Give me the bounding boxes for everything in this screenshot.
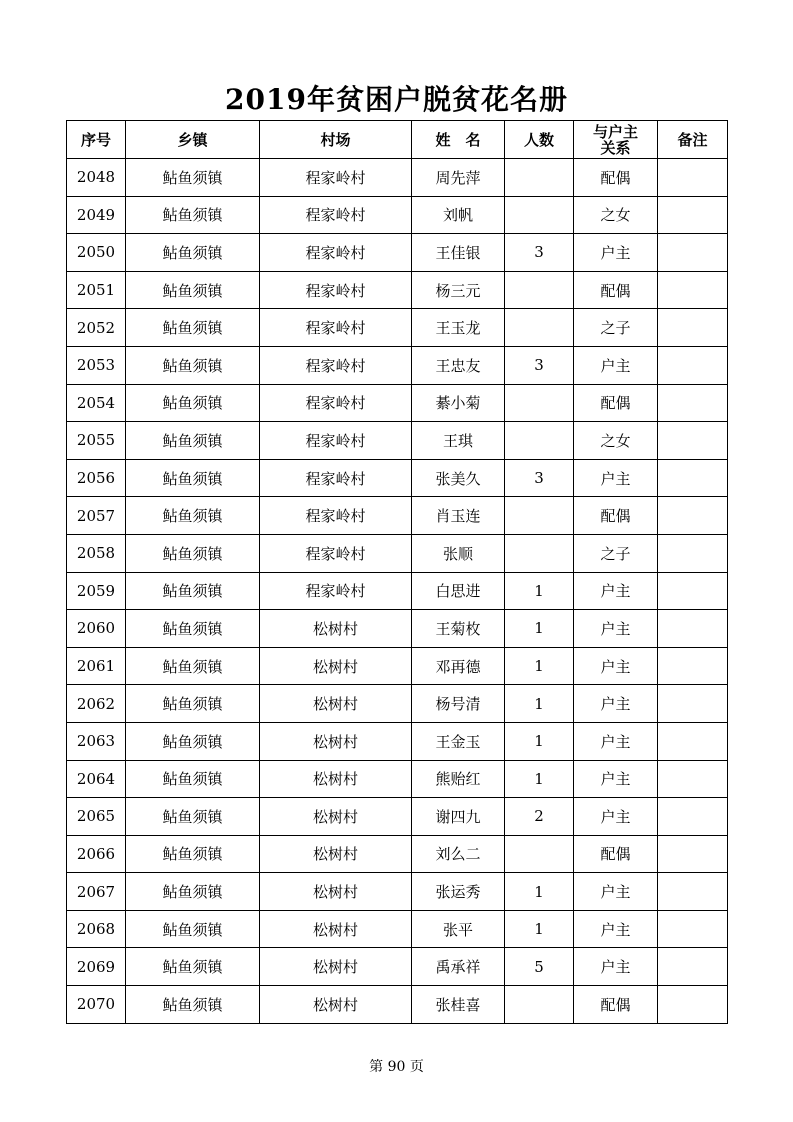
table-row	[67, 948, 728, 986]
cell-seq: 2065	[67, 798, 126, 836]
cell-remarks	[658, 647, 728, 685]
cell-township: 鲇鱼须镇	[126, 722, 260, 760]
header-name: 姓 名	[412, 121, 505, 159]
cell-seq: 2069	[67, 948, 126, 986]
cell-count: 5	[505, 948, 574, 986]
roster-body	[67, 159, 728, 1024]
table-row	[67, 497, 728, 535]
cell-village: 松树村	[260, 948, 412, 986]
table-row	[67, 685, 728, 723]
table-row	[67, 159, 728, 197]
table-row	[67, 309, 728, 347]
cell-township: 鲇鱼须镇	[126, 910, 260, 948]
cell-remarks	[658, 346, 728, 384]
cell-village: 松树村	[260, 798, 412, 836]
cell-village: 程家岭村	[260, 196, 412, 234]
cell-relation: 配偶	[574, 271, 658, 309]
cell-remarks	[658, 422, 728, 460]
cell-count	[505, 159, 574, 197]
cell-village: 程家岭村	[260, 234, 412, 272]
cell-township: 鲇鱼须镇	[126, 610, 260, 648]
table-row	[67, 610, 728, 648]
cell-township: 鲇鱼须镇	[126, 422, 260, 460]
cell-relation: 户主	[574, 610, 658, 648]
cell-township: 鲇鱼须镇	[126, 873, 260, 911]
table-row	[67, 196, 728, 234]
cell-name: 王玉龙	[412, 309, 505, 347]
cell-remarks	[658, 309, 728, 347]
cell-relation: 配偶	[574, 835, 658, 873]
cell-township: 鲇鱼须镇	[126, 271, 260, 309]
cell-relation: 户主	[574, 685, 658, 723]
header-village: 村场	[260, 121, 412, 159]
cell-name: 杨三元	[412, 271, 505, 309]
cell-village: 松树村	[260, 835, 412, 873]
cell-seq: 2051	[67, 271, 126, 309]
cell-count: 1	[505, 873, 574, 911]
cell-relation: 配偶	[574, 159, 658, 197]
cell-relation: 户主	[574, 798, 658, 836]
cell-count: 3	[505, 346, 574, 384]
cell-seq: 2068	[67, 910, 126, 948]
cell-count: 1	[505, 910, 574, 948]
cell-remarks	[658, 610, 728, 648]
table-row	[67, 534, 728, 572]
cell-village: 程家岭村	[260, 572, 412, 610]
cell-relation: 户主	[574, 722, 658, 760]
cell-name: 王金玉	[412, 722, 505, 760]
cell-remarks	[658, 234, 728, 272]
cell-village: 程家岭村	[260, 497, 412, 535]
cell-remarks	[658, 722, 728, 760]
table-row	[67, 459, 728, 497]
table-row	[67, 271, 728, 309]
cell-name: 綦小菊	[412, 384, 505, 422]
cell-township: 鲇鱼须镇	[126, 760, 260, 798]
cell-seq: 2058	[67, 534, 126, 572]
roster-table	[66, 120, 728, 1024]
cell-remarks	[658, 760, 728, 798]
cell-village: 松树村	[260, 760, 412, 798]
table-row	[67, 722, 728, 760]
cell-remarks	[658, 384, 728, 422]
cell-seq: 2050	[67, 234, 126, 272]
cell-count: 1	[505, 647, 574, 685]
cell-seq: 2059	[67, 572, 126, 610]
cell-relation: 户主	[574, 873, 658, 911]
cell-name: 禹承祥	[412, 948, 505, 986]
table-row	[67, 835, 728, 873]
cell-township: 鲇鱼须镇	[126, 948, 260, 986]
cell-remarks	[658, 685, 728, 723]
cell-count	[505, 196, 574, 234]
cell-remarks	[658, 835, 728, 873]
cell-seq: 2062	[67, 685, 126, 723]
cell-remarks	[658, 572, 728, 610]
cell-name: 张美久	[412, 459, 505, 497]
cell-name: 张运秀	[412, 873, 505, 911]
cell-name: 张桂喜	[412, 986, 505, 1024]
cell-name: 谢四九	[412, 798, 505, 836]
cell-relation: 之子	[574, 534, 658, 572]
cell-count: 1	[505, 722, 574, 760]
cell-remarks	[658, 159, 728, 197]
cell-village: 程家岭村	[260, 271, 412, 309]
table-row	[67, 422, 728, 460]
cell-name: 张顺	[412, 534, 505, 572]
cell-village: 松树村	[260, 647, 412, 685]
page-title: 2019年贫困户脱贫花名册	[225, 83, 568, 116]
cell-seq: 2048	[67, 159, 126, 197]
cell-count: 1	[505, 685, 574, 723]
header-count: 人数	[505, 121, 574, 159]
cell-seq: 2055	[67, 422, 126, 460]
cell-relation: 配偶	[574, 497, 658, 535]
cell-seq: 2070	[67, 986, 126, 1024]
cell-name: 刘帆	[412, 196, 505, 234]
cell-name: 王琪	[412, 422, 505, 460]
header-seq: 序号	[67, 121, 126, 159]
cell-village: 程家岭村	[260, 309, 412, 347]
cell-township: 鲇鱼须镇	[126, 384, 260, 422]
cell-name: 杨号清	[412, 685, 505, 723]
cell-relation: 户主	[574, 948, 658, 986]
table-row	[67, 384, 728, 422]
cell-relation: 之女	[574, 422, 658, 460]
cell-relation: 之女	[574, 196, 658, 234]
cell-remarks	[658, 271, 728, 309]
cell-relation: 户主	[574, 572, 658, 610]
cell-name: 周先萍	[412, 159, 505, 197]
cell-seq: 2063	[67, 722, 126, 760]
cell-remarks	[658, 986, 728, 1024]
cell-count	[505, 384, 574, 422]
cell-name: 白思进	[412, 572, 505, 610]
cell-village: 松树村	[260, 986, 412, 1024]
cell-village: 程家岭村	[260, 459, 412, 497]
cell-township: 鲇鱼须镇	[126, 572, 260, 610]
cell-township: 鲇鱼须镇	[126, 835, 260, 873]
cell-count: 1	[505, 760, 574, 798]
cell-relation: 户主	[574, 346, 658, 384]
cell-relation: 户主	[574, 234, 658, 272]
cell-count: 2	[505, 798, 574, 836]
cell-seq: 2066	[67, 835, 126, 873]
cell-remarks	[658, 459, 728, 497]
cell-name: 刘么二	[412, 835, 505, 873]
cell-count	[505, 835, 574, 873]
cell-remarks	[658, 196, 728, 234]
cell-name: 王佳银	[412, 234, 505, 272]
cell-count	[505, 422, 574, 460]
cell-township: 鲇鱼须镇	[126, 798, 260, 836]
table-row	[67, 798, 728, 836]
header-relation	[574, 121, 658, 159]
cell-remarks	[658, 873, 728, 911]
cell-remarks	[658, 798, 728, 836]
cell-count	[505, 534, 574, 572]
cell-count: 3	[505, 234, 574, 272]
cell-relation: 户主	[574, 760, 658, 798]
cell-village: 松树村	[260, 722, 412, 760]
header-relation-line2: 关系	[600, 138, 631, 157]
table-row	[67, 346, 728, 384]
cell-relation: 户主	[574, 910, 658, 948]
cell-village: 松树村	[260, 873, 412, 911]
cell-seq: 2057	[67, 497, 126, 535]
cell-seq: 2053	[67, 346, 126, 384]
cell-relation: 配偶	[574, 384, 658, 422]
cell-relation: 之子	[574, 309, 658, 347]
cell-seq: 2052	[67, 309, 126, 347]
cell-township: 鲇鱼须镇	[126, 159, 260, 197]
cell-township: 鲇鱼须镇	[126, 685, 260, 723]
cell-village: 松树村	[260, 610, 412, 648]
cell-village: 松树村	[260, 685, 412, 723]
cell-seq: 2054	[67, 384, 126, 422]
cell-village: 程家岭村	[260, 422, 412, 460]
cell-count	[505, 271, 574, 309]
table-row	[67, 986, 728, 1024]
cell-village: 程家岭村	[260, 384, 412, 422]
cell-name: 王菊枚	[412, 610, 505, 648]
cell-name: 张平	[412, 910, 505, 948]
cell-seq: 2061	[67, 647, 126, 685]
cell-township: 鲇鱼须镇	[126, 986, 260, 1024]
table-row	[67, 234, 728, 272]
header-remarks: 备注	[658, 121, 728, 159]
cell-seq: 2064	[67, 760, 126, 798]
cell-township: 鲇鱼须镇	[126, 196, 260, 234]
header-township: 乡镇	[126, 121, 260, 159]
table-row	[67, 873, 728, 911]
cell-remarks	[658, 534, 728, 572]
cell-relation: 户主	[574, 647, 658, 685]
cell-count: 3	[505, 459, 574, 497]
cell-count	[505, 986, 574, 1024]
cell-township: 鲇鱼须镇	[126, 309, 260, 347]
cell-count	[505, 497, 574, 535]
cell-township: 鲇鱼须镇	[126, 234, 260, 272]
table-row	[67, 572, 728, 610]
cell-seq: 2067	[67, 873, 126, 911]
cell-remarks	[658, 497, 728, 535]
cell-remarks	[658, 948, 728, 986]
cell-name: 王忠友	[412, 346, 505, 384]
cell-village: 程家岭村	[260, 346, 412, 384]
page-number: 第 90 页	[369, 1059, 424, 1075]
cell-seq: 2056	[67, 459, 126, 497]
table-row	[67, 647, 728, 685]
cell-township: 鲇鱼须镇	[126, 346, 260, 384]
cell-name: 肖玉连	[412, 497, 505, 535]
cell-relation: 户主	[574, 459, 658, 497]
cell-village: 程家岭村	[260, 534, 412, 572]
cell-count: 1	[505, 610, 574, 648]
cell-name: 邓再德	[412, 647, 505, 685]
cell-seq: 2060	[67, 610, 126, 648]
cell-village: 程家岭村	[260, 159, 412, 197]
cell-township: 鲇鱼须镇	[126, 497, 260, 535]
table-row	[67, 910, 728, 948]
cell-township: 鲇鱼须镇	[126, 647, 260, 685]
cell-remarks	[658, 910, 728, 948]
cell-count	[505, 309, 574, 347]
cell-name: 熊贻红	[412, 760, 505, 798]
cell-relation: 配偶	[574, 986, 658, 1024]
cell-seq: 2049	[67, 196, 126, 234]
cell-count: 1	[505, 572, 574, 610]
table-row	[67, 760, 728, 798]
cell-village: 松树村	[260, 910, 412, 948]
header-row	[67, 121, 728, 159]
cell-township: 鲇鱼须镇	[126, 534, 260, 572]
header-relation-line1: 与户主	[592, 122, 638, 141]
cell-township: 鲇鱼须镇	[126, 459, 260, 497]
